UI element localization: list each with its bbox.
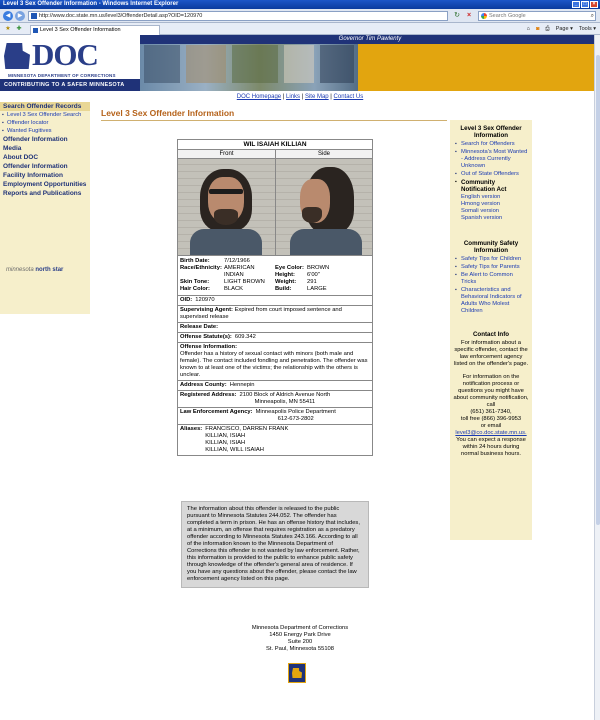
cna-hmong-link[interactable]: Hmong version (461, 201, 500, 207)
weight: 291 (307, 279, 317, 285)
stop-icon[interactable]: × (466, 12, 472, 19)
offense-statute: 609.342 (234, 334, 256, 340)
links-link[interactable]: Links (286, 94, 301, 100)
contact-info-1: For information about a specific offender, contact the law enforcement agency listed on the offender's page. (453, 340, 529, 367)
tools-menu[interactable]: Tools ▾ (578, 26, 596, 32)
doc-homepage-link[interactable]: DOC Homepage (236, 94, 282, 100)
top-links: DOC Homepage | Links | Site Map | Contact Us (236, 94, 364, 100)
address-county: Hennepin (229, 382, 255, 388)
url-input[interactable]: http://www.doc.state.mn.us/level3/OffenderDetail.asp?OID=120970 (28, 11, 448, 21)
tagline: CONTRIBUTING TO A SAFER MINNESOTA (0, 79, 140, 91)
page-menu[interactable]: Page ▾ (555, 26, 573, 32)
page-content (0, 35, 600, 720)
address-county-row: Address County: Hennepin (178, 381, 372, 391)
sidebar-item-level3-search[interactable]: ▪ Level 3 Sex Offender Search (0, 111, 90, 119)
maximize-button[interactable]: □ (581, 1, 589, 8)
back-button[interactable]: ◀ (3, 11, 13, 21)
safety-heading: Community Safety Information (463, 240, 519, 254)
registered-address-row: Registered Address: 2100 Block of Aldrich Avenue North Minneapolis, MN 55411 (178, 391, 372, 408)
contact-us-link[interactable]: Contact Us (333, 94, 364, 100)
sidebar-item-offender-information-2[interactable]: Offender Information (3, 163, 68, 170)
cna-english-link[interactable]: English version (461, 194, 501, 200)
sidebar-item-facility-information[interactable]: Facility Information (3, 172, 63, 179)
right-heading: Level 3 Sex Offender Information (460, 125, 522, 139)
offense-statute-row: Offense Statute(s): 609.342 (178, 333, 372, 343)
command-bar (527, 25, 596, 33)
offender-name: WIL ISAIAH KILLIAN (178, 140, 372, 150)
window-controls (572, 1, 598, 8)
lea-name: Minneapolis Police Department (255, 409, 336, 415)
offender-vitals: Birth Date: 7/12/1966 Race/Ethnicity: AMERICAN INDIAN Skin Tone: LIGHT BROWN Hair Color: BLACK Eye Color: BROWN Height: 6'00" Weight: 291 Build: LARGE (178, 256, 372, 296)
sidebar-item-employment[interactable]: Employment Opportunities (3, 181, 87, 188)
contact-tollfree: toll free (866) 396-9953 (460, 416, 522, 422)
hair-color: BLACK (224, 286, 244, 292)
front-mugshot (178, 159, 275, 255)
birth-date: 7/12/1966 (224, 258, 250, 264)
feeds-icon[interactable]: ◙ (535, 26, 540, 32)
site-favicon-icon (31, 13, 37, 19)
scrollbar-thumb[interactable] (596, 55, 600, 525)
safety-parents-link[interactable]: ▪ Safety Tips for Parents (461, 264, 529, 271)
cna-somali-link[interactable]: Somali version (461, 208, 500, 214)
sidebar-item-wanted-fugitives[interactable]: ▪ Wanted Fugitives (0, 127, 90, 135)
alias: KILLIAN, ISIAH (205, 440, 246, 446)
site-map-link[interactable]: Site Map (304, 94, 329, 100)
doc-logo[interactable]: DOC MINNESOTA DEPARTMENT OF CORRECTIONS (0, 35, 140, 85)
add-favorites-icon[interactable]: ✚ (16, 26, 22, 32)
close-button[interactable]: × (590, 1, 598, 8)
favorites-star-icon[interactable]: ★ (5, 26, 11, 32)
oid-value: 120970 (195, 297, 215, 303)
page-title: Level 3 Sex Offender Information (101, 108, 235, 118)
supervising-agent: Expired from court imposed sentence and supervised release (180, 307, 342, 320)
lea-phone: 612-673-2802 (277, 416, 314, 422)
refresh-icon[interactable]: ↻ (454, 12, 460, 19)
mugshots (178, 150, 372, 256)
cna-spanish-link[interactable]: Spanish version (461, 215, 503, 221)
window-titlebar (0, 0, 600, 9)
aliases-row: Aliases: FRANCISCO, DARREN FRANK KILLIAN, ISIAH KILLIAN, ISIAH KILLIAN, WILL ISAIAH (180, 426, 289, 453)
cna-heading: ▪ Community Notification Act (455, 179, 529, 193)
footer-address: Minnesota Department of Corrections 1450 Energy Park Drive Suite 200 St. Paul, Minnesota 55108 (251, 625, 349, 652)
contact-info-2: For information on the notification process or questions you might have about community notification, call (453, 374, 529, 408)
search-input[interactable]: Search Google ⌕ (478, 11, 596, 21)
sidebar-item-reports[interactable]: Reports and Publications (3, 190, 82, 197)
front-photo-label: Front (178, 150, 275, 159)
address-line-1: 2100 Block of Aldrich Avenue North (239, 392, 331, 398)
site-header (0, 35, 600, 91)
minnesota-state-icon (4, 43, 30, 69)
out-of-state-link[interactable]: ▪ Out of State Offenders (461, 171, 529, 178)
alias: KILLIAN, ISIAH (205, 433, 246, 439)
skin-tone: LIGHT BROWN (224, 279, 265, 285)
behavioral-indicators-link[interactable]: ▪ Characteristics and Behavioral Indicators of Adults Who Molest Children (461, 287, 529, 315)
public-notice: The information about this offender is released to the public pursuant to Minnesota Statutes 244.052. The offender has completed a term in prison. He has an offense history that includes, at a minimum, an offense that requires registration as a predatory offender according to Minnesota Statutes 243.166. According to all of the information known to the Minnesota Department of Corrections this offender is not wanted by law enforcement. Rather, this information is provided to the public to enhance public safety through knowledge of the offender's general area of residence. If you have any questions about the offender, please contact the law enforcement agency listed on this page. (181, 501, 369, 588)
governor-banner: Governor Tim Pawlenty (140, 35, 600, 44)
alias: KILLIAN, WILL ISAIAH (205, 447, 264, 453)
search-offenders-link[interactable]: ▪ Search for Offenders (461, 141, 529, 148)
footer-doc-logo-icon[interactable] (288, 663, 306, 683)
left-sidebar (0, 102, 90, 314)
contact-heading: Contact Info (472, 331, 510, 338)
side-mugshot (276, 159, 372, 255)
northstar-logo[interactable]: minnesota north star (6, 267, 64, 273)
contact-phone: (651) 361-7340, (470, 409, 512, 415)
home-icon[interactable]: ⌂ (526, 26, 530, 32)
right-sidebar (450, 120, 532, 540)
height: 6'00" (307, 272, 320, 278)
offender-record (177, 139, 373, 456)
search-icon[interactable]: ⌕ (590, 13, 594, 19)
law-enforcement-row: Law Enforcement Agency: Minneapolis Police Department 612-673-2802 (178, 408, 372, 425)
contact-email-prefix: or email (480, 423, 502, 429)
sidebar-item-offender-information[interactable]: Offender Information (3, 136, 68, 143)
release-date-row: Release Date: (178, 323, 372, 333)
common-tricks-link[interactable]: ▪ Be Alert to Common Tricks (461, 272, 529, 286)
contact-email-link[interactable]: level3@co.doc.state.mn.us. (455, 430, 527, 436)
contact-response-time: You can expect a response within 24 hours during normal business hours. (456, 437, 526, 457)
sidebar-heading[interactable]: Search Offender Records (0, 102, 90, 111)
race-ethnicity: AMERICAN INDIAN (224, 265, 255, 278)
address-bar (0, 9, 600, 23)
side-photo-label: Side (276, 150, 372, 159)
safety-children-link[interactable]: ▪ Safety Tips for Children (461, 256, 529, 263)
window-title: Level 3 Sex Offender Information - Windows Internet Explorer (3, 1, 179, 7)
offense-info: Offender has a history of sexual contact with minors (both male and female). The contact included fondling and penetration. The offender was known to at least one of the victims; the relationship with the others is unclear. (180, 351, 368, 378)
offense-info-row: Offense Information: Offender has a history of sexual contact with minors (both male and female). The contact included fondling and penetration. The offender was known to at least one of the victims; the relationship with the others is unclear. (178, 343, 372, 381)
address-line-2: Minneapolis, MN 55411 (254, 399, 316, 405)
supervising-agent-row: Supervising Agent: Expired from court imposed sentence and supervised release (178, 306, 372, 323)
minimize-button[interactable]: _ (572, 1, 580, 8)
google-icon (481, 13, 487, 19)
sidebar-item-media[interactable]: Media (3, 145, 22, 152)
build: LARGE (307, 286, 327, 292)
oid-row: OID: 120970 (178, 296, 372, 306)
alias: FRANCISCO, DARREN FRANK (205, 426, 289, 432)
sidebar-item-about-doc[interactable]: About DOC (3, 154, 39, 161)
print-icon[interactable]: ⎙ (545, 26, 550, 32)
forward-button[interactable]: ▶ (15, 11, 25, 21)
vertical-scrollbar[interactable] (594, 35, 600, 720)
title-divider (101, 120, 447, 121)
most-wanted-link[interactable]: ▪ Minnesota's Most Wanted - Address Currently Unknown (461, 149, 529, 170)
tab-bar (0, 23, 600, 35)
sidebar-item-offender-locator[interactable]: ▪ Offender locator (0, 119, 90, 127)
browser-tab[interactable]: Level 3 Sex Offender Information (30, 25, 160, 35)
eye-color: BROWN (307, 265, 330, 271)
tab-favicon-icon (33, 28, 38, 33)
